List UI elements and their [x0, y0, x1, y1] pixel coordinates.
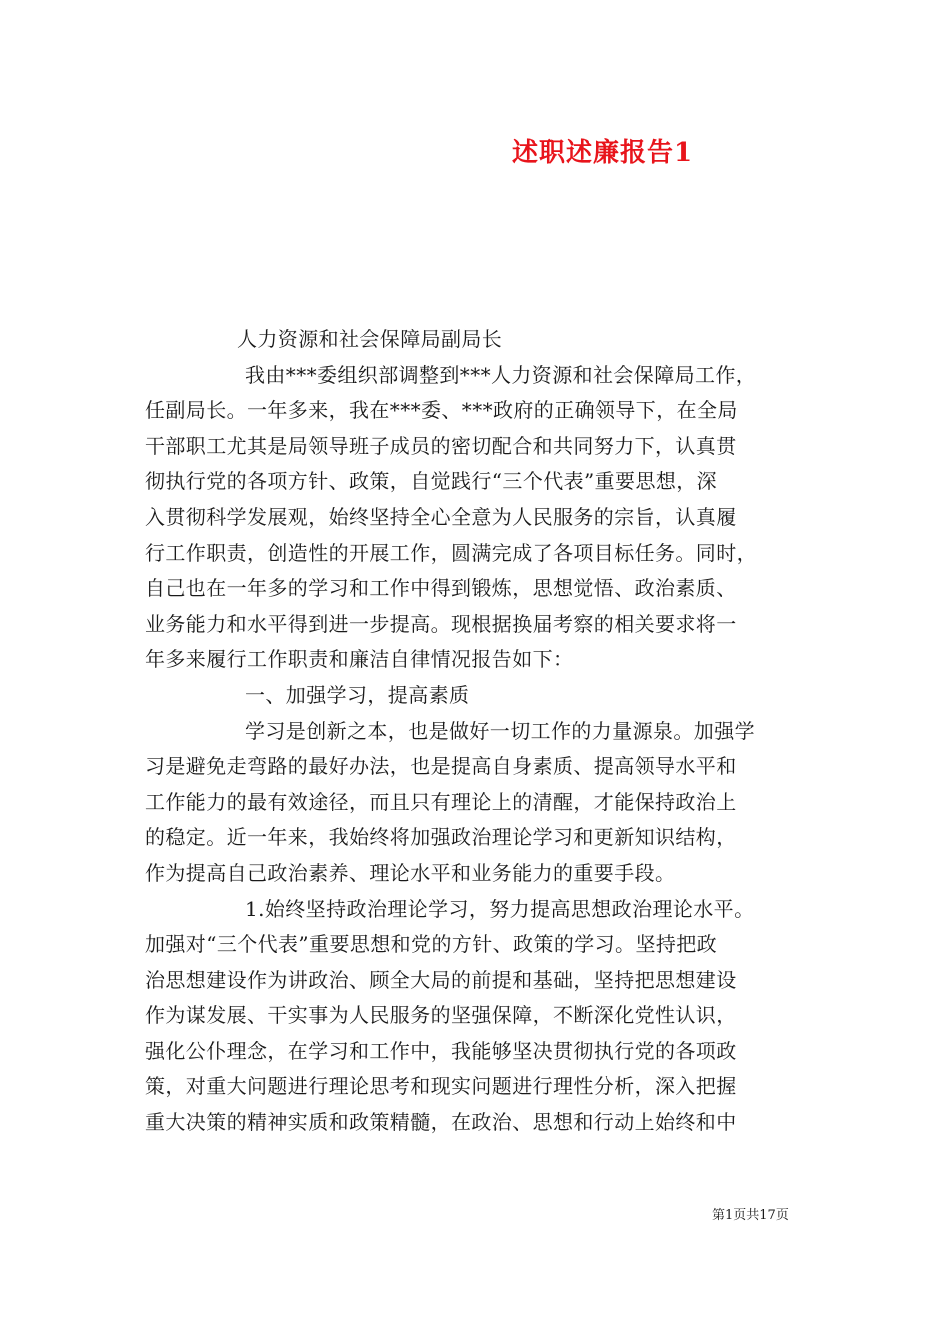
paragraph-line: 彻执行党的各项方针、政策，自觉践行“三个代表”重要思想，深	[145, 469, 718, 494]
paragraph-line: 策，对重大问题进行理论思考和现实问题进行理性分析，深入把握	[145, 1074, 737, 1099]
document-body	[145, 322, 825, 1141]
paragraph-line: 治思想建设作为讲政治、顾全大局的前提和基础，坚持把思想建设	[145, 967, 737, 992]
page-number-footer: 第1页共17页	[712, 1208, 789, 1223]
paragraph-line: 学习是创新之本，也是做好一切工作的力量源泉。加强学	[245, 718, 755, 743]
paragraph-line: 加强对“三个代表”重要思想和党的方针、政策的学习。坚持把政	[145, 932, 718, 957]
paragraph-line: 自己也在一年多的学习和工作中得到锻炼，思想觉悟、政治素质、	[145, 576, 737, 601]
paragraph-line: 任副局长。一年多来，我在***委、***政府的正确领导下，在全局	[145, 398, 738, 423]
section-heading: 一、加强学习，提高素质	[245, 682, 470, 707]
paragraph-line: 重大决策的精神实质和政策精髓，在政治、思想和行动上始终和中	[145, 1110, 737, 1135]
paragraph-line: 作为提高自己政治素养、理论水平和业务能力的重要手段。	[145, 860, 676, 885]
paragraph-line: 我由***委组织部调整到***人力资源和社会保障局工作，	[245, 362, 757, 387]
paragraph-line: 的稳定。近一年来，我始终将加强政治理论学习和更新知识结构，	[145, 825, 737, 850]
paragraph-line: 工作能力的最有效途径，而且只有理论上的清醒，才能保持政治上	[145, 789, 737, 814]
paragraph-line: 强化公仆理念，在学习和工作中，我能够坚决贯彻执行党的各项政	[145, 1038, 737, 1063]
paragraph-line: 习是避免走弯路的最好办法，也是提高自身素质、提高领导水平和	[145, 754, 737, 779]
paragraph-line: 行工作职责，创造性的开展工作，圆满完成了各项目标任务。同时，	[145, 540, 757, 565]
paragraph-line: 入贯彻科学发展观，始终坚持全心全意为人民服务的宗旨，认真履	[145, 504, 737, 529]
paragraph-line: 业务能力和水平得到进一步提高。现根据换届考察的相关要求将一	[145, 611, 737, 636]
numbered-item-line: 1.始终坚持政治理论学习，努力提高思想政治理论水平。	[245, 896, 755, 921]
document-title: 述职述廉报告1	[512, 138, 694, 168]
paragraph-line: 作为谋发展、干实事为人民服务的坚强保障，不断深化党性认识，	[145, 1003, 737, 1028]
paragraph-line: 干部职工尤其是局领导班子成员的密切配合和共同努力下，认真贯	[145, 433, 737, 458]
paragraph-line: 年多来履行工作职责和廉洁自律情况报告如下：	[145, 647, 574, 672]
author-position-line: 人力资源和社会保障局副局长	[237, 327, 503, 351]
